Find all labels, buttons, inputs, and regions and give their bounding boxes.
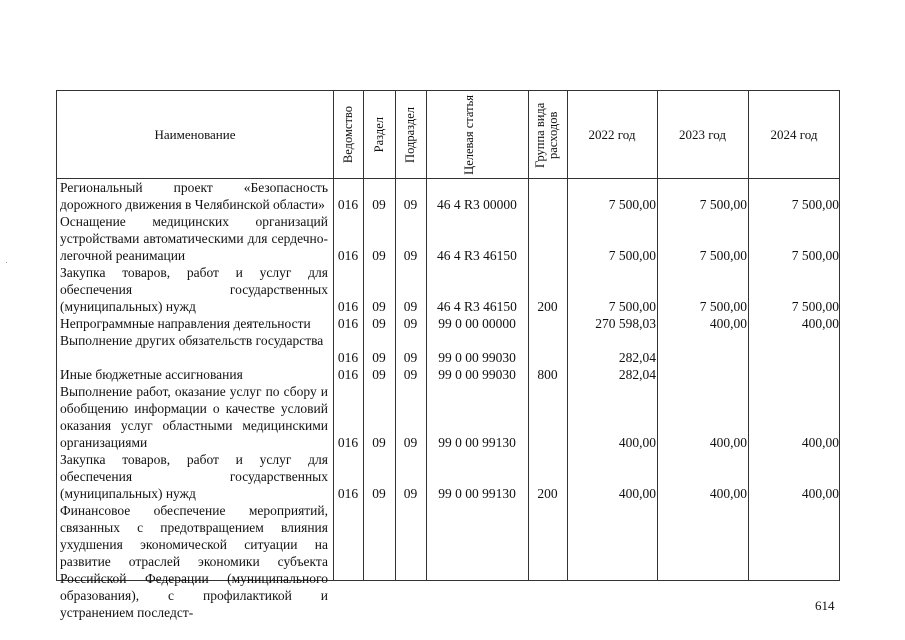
cell-vedomstvo: 016: [337, 435, 359, 450]
cell-2022: 282,04: [618, 350, 656, 365]
cell-podrazdel: 09: [403, 486, 418, 501]
cell-celevaya: 46 4 R3 00000: [437, 197, 517, 212]
cell-2024: 400,00: [801, 435, 839, 450]
cell-gruppa: 200: [537, 299, 558, 314]
cell-razdel: 09: [372, 367, 386, 382]
cell-vedomstvo: 016: [337, 299, 359, 314]
cell-2022: 270 598,03: [595, 316, 656, 331]
table-row: [57, 332, 839, 366]
table-row: [57, 383, 839, 451]
table-row: [57, 179, 839, 213]
cell-razdel: 09: [372, 350, 386, 365]
header-2024-label: 2024 год: [770, 127, 818, 142]
cell-celevaya: 99 0 00 99030: [438, 367, 516, 382]
header-podrazdel-label: Подраздел: [403, 107, 417, 163]
cell-2022: 400,00: [618, 486, 656, 501]
cell-celevaya: 46 4 R3 46150: [437, 299, 517, 314]
table-header: [57, 91, 839, 179]
cell-vedomstvo: 016: [337, 316, 359, 331]
header-2024: [748, 91, 840, 179]
cell-2024: 7 500,00: [791, 299, 839, 314]
cell-2022: 7 500,00: [608, 197, 656, 212]
cell-2022: 7 500,00: [608, 248, 656, 263]
cell-2024: 400,00: [801, 486, 839, 501]
header-2022-label: 2022 год: [588, 127, 636, 142]
row-name: Закупка товаров, работ и услуг для обеспечения государственных (муниципальных) нужд: [60, 265, 328, 314]
row-name: Оснащение медицинских организаций устройствами автоматическими для сердечно-легочной реанимации: [60, 214, 328, 263]
cell-podrazdel: 09: [403, 435, 418, 450]
header-gruppa: [528, 91, 567, 179]
cell-vedomstvo: 016: [337, 486, 359, 501]
header-name: [57, 91, 333, 179]
row-name: Выполнение других обязательств государства: [60, 333, 324, 348]
header-gruppa-label: Группа вида расходов: [532, 102, 560, 168]
header-razdel-label: Раздел: [371, 117, 386, 153]
cell-razdel: 09: [372, 248, 386, 263]
cell-podrazdel: 09: [403, 299, 418, 314]
header-celevaya-label: Целевая статья: [462, 95, 476, 175]
cell-podrazdel: 09: [403, 367, 418, 382]
header-vedomstvo: [333, 91, 363, 179]
cell-2023: 400,00: [709, 316, 747, 331]
cell-2023: 400,00: [709, 486, 747, 501]
cell-podrazdel: 09: [403, 316, 418, 331]
cell-podrazdel: 09: [403, 248, 418, 263]
row-name: Региональный проект «Безопасность дорожного движения в Челябинской области»: [60, 180, 328, 212]
cell-razdel: 09: [372, 197, 386, 212]
header-2022: [567, 91, 657, 179]
cell-podrazdel: 09: [403, 197, 418, 212]
header-name-label: Наименование: [154, 127, 236, 142]
cell-vedomstvo: 016: [337, 197, 359, 212]
cell-celevaya: 99 0 00 99030: [438, 350, 516, 365]
header-podrazdel: [395, 91, 426, 179]
header-2023: [657, 91, 748, 179]
row-name: Непрограммные направления деятельности: [60, 316, 311, 331]
cell-razdel: 09: [372, 316, 386, 331]
cell-vedomstvo: 016: [337, 350, 359, 365]
cell-2022: 400,00: [618, 435, 656, 450]
cell-gruppa: 800: [537, 367, 558, 382]
cell-2023: 7 500,00: [699, 197, 747, 212]
cell-razdel: 09: [372, 486, 386, 501]
header-vedomstvo-label: Ведомство: [340, 106, 355, 164]
table-row: [57, 366, 839, 383]
table-row: [57, 451, 839, 502]
cell-2023: 400,00: [709, 435, 747, 450]
cell-gruppa: 200: [537, 486, 558, 501]
table-row: [57, 315, 839, 332]
cell-vedomstvo: 016: [337, 367, 359, 382]
table-row: [57, 213, 839, 264]
header-2023-label: 2023 год: [679, 127, 726, 142]
cell-2022: 7 500,00: [608, 299, 656, 314]
header-razdel: [363, 91, 395, 179]
cell-razdel: 09: [372, 299, 386, 314]
cell-vedomstvo: 016: [337, 248, 359, 263]
cell-celevaya: 99 0 00 99130: [438, 435, 516, 450]
cell-2024: 400,00: [801, 316, 839, 331]
cell-celevaya: 99 0 00 99130: [438, 486, 516, 501]
cell-celevaya: 46 4 R3 46150: [437, 248, 517, 263]
row-name: Закупка товаров, работ и услуг для обеспечения государственных (муниципальных) нужд: [60, 452, 328, 501]
header-celevaya: [426, 91, 528, 179]
cell-2022: 282,04: [618, 367, 656, 382]
row-name: Иные бюджетные ассигнования: [60, 367, 243, 382]
table-row: [57, 264, 839, 315]
cell-2023: 7 500,00: [699, 299, 747, 314]
cell-2023: 7 500,00: [699, 248, 747, 263]
scan-mark: [6, 262, 7, 263]
page-number: 614: [815, 598, 835, 613]
row-name: Финансовое обеспечение мероприятий, связанных с предотвращением влияния ухудшения экономической ситуации на развитие отраслей экономики субъекта Российской Федерации (муниципального образования), с профилактикой и устранением последст-: [60, 503, 328, 620]
cell-celevaya: 99 0 00 00000: [438, 316, 516, 331]
cell-podrazdel: 09: [403, 350, 418, 365]
cell-2024: 7 500,00: [791, 197, 839, 212]
cell-razdel: 09: [372, 435, 386, 450]
cell-2024: 7 500,00: [791, 248, 839, 263]
row-name: Выполнение работ, оказание услуг по сбору и обобщению информации о качестве условий оказания услуг областными медицинскими организациями: [60, 384, 328, 450]
